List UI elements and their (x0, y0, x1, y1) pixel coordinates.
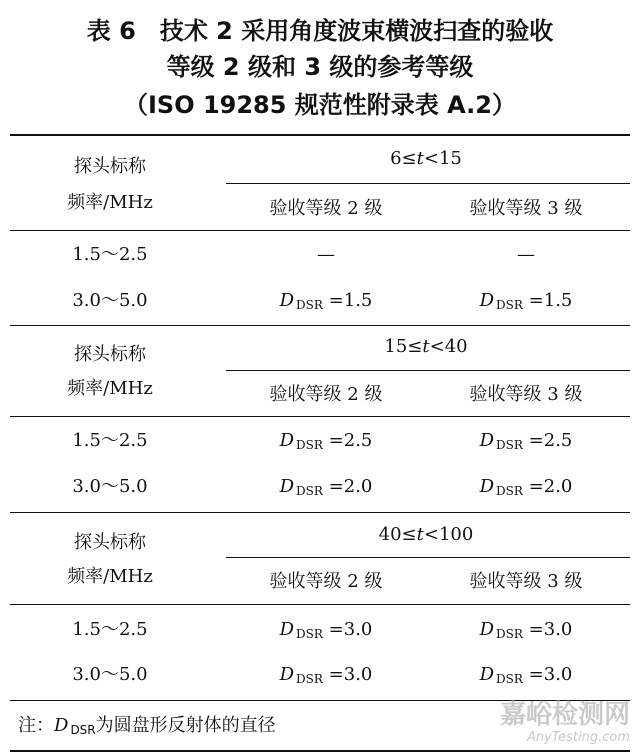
d-symbol: D (279, 476, 295, 497)
thickness-range (226, 336, 626, 358)
section-rule (10, 512, 630, 513)
table-title-line1: 表 6 技术 2 采用角度波束横波扫查的验收 (86, 17, 554, 45)
table-title-line2: 等级 2 级和 3 级的参考等级 (166, 53, 474, 81)
table-top-rule (10, 134, 630, 136)
range-pre: 40≤ (378, 524, 417, 545)
d-subscript: DSR (496, 672, 523, 686)
note-subscript: DSR (70, 723, 96, 737)
level3-header: 验收等级 3 级 (469, 571, 583, 592)
d-symbol: D (279, 430, 295, 451)
note-symbol: D (54, 715, 69, 736)
value-text: =1.5 (328, 290, 373, 311)
section-rule (10, 604, 630, 605)
thickness-range (226, 148, 626, 170)
freq-cell: 3.0～5.0 (72, 290, 148, 311)
d-symbol: D (479, 476, 495, 497)
value-cell: — (517, 244, 535, 265)
level2-header: 验收等级 2 级 (269, 384, 383, 405)
row-header-line2: 频率/MHz (67, 192, 153, 213)
value-cell (226, 430, 426, 453)
d-subscript: DSR (496, 438, 523, 452)
value-text: =3.0 (528, 664, 573, 685)
level3-header: 验收等级 3 级 (469, 384, 583, 405)
value-cell (426, 476, 626, 499)
d-symbol: D (479, 619, 495, 640)
range-var: t (416, 148, 424, 169)
value-cell (426, 290, 626, 313)
range-var: t (422, 336, 430, 357)
row-header-line1: 探头标称 (74, 532, 146, 553)
d-symbol: D (279, 290, 295, 311)
range-rule (226, 183, 630, 184)
d-subscript: DSR (496, 627, 523, 641)
level2-header: 验收等级 2 级 (269, 198, 383, 219)
table-note (18, 715, 276, 738)
note-prefix: 注： (18, 715, 54, 736)
range-rule (226, 557, 630, 558)
row-header-line2: 频率/MHz (67, 566, 153, 587)
freq-cell: 1.5～2.5 (72, 244, 148, 265)
row-header-line1: 探头标称 (74, 156, 146, 177)
range-post: <100 (423, 524, 474, 545)
value-text: =2.5 (528, 430, 573, 451)
value-cell (226, 619, 426, 642)
freq-cell: 3.0～5.0 (72, 664, 148, 685)
d-subscript: DSR (496, 484, 523, 498)
range-rule (226, 370, 630, 371)
d-subscript: DSR (496, 298, 523, 312)
d-symbol: D (479, 430, 495, 451)
value-text: =3.0 (328, 619, 373, 640)
d-symbol: D (279, 664, 295, 685)
row-header-line2: 频率/MHz (67, 378, 153, 399)
d-subscript: DSR (296, 672, 323, 686)
value-text: =3.0 (328, 664, 373, 685)
level2-header: 验收等级 2 级 (269, 571, 383, 592)
freq-cell: 1.5～2.5 (72, 430, 148, 451)
value-text: =2.5 (328, 430, 373, 451)
thickness-range (226, 524, 626, 546)
watermark-cn: 嘉峪检测网 (499, 700, 630, 730)
d-symbol: D (279, 619, 295, 640)
value-text: =1.5 (528, 290, 573, 311)
d-symbol: D (479, 664, 495, 685)
range-var: t (416, 524, 424, 545)
value-cell (426, 664, 626, 687)
section-rule (10, 416, 630, 417)
section-rule (10, 325, 630, 326)
watermark (500, 700, 630, 746)
value-cell (426, 430, 626, 453)
value-cell (426, 619, 626, 642)
freq-cell: 1.5～2.5 (72, 619, 148, 640)
note-text: 为圆盘形反射体的直径 (95, 715, 276, 736)
table-bottom-rule (10, 750, 630, 752)
value-cell (226, 290, 426, 313)
value-cell: — (317, 244, 335, 265)
row-header-line1: 探头标称 (74, 344, 146, 365)
value-text: =2.0 (528, 476, 573, 497)
watermark-en: AnyTesting.com (526, 730, 630, 745)
range-post: <40 (429, 336, 468, 357)
d-subscript: DSR (296, 484, 323, 498)
range-pre: 15≤ (384, 336, 423, 357)
range-pre: 6≤ (390, 148, 417, 169)
d-subscript: DSR (296, 438, 323, 452)
value-cell (226, 664, 426, 687)
d-subscript: DSR (296, 298, 323, 312)
value-text: =3.0 (528, 619, 573, 640)
d-subscript: DSR (296, 627, 323, 641)
level3-header: 验收等级 3 级 (469, 198, 583, 219)
d-symbol: D (479, 290, 495, 311)
value-text: =2.0 (328, 476, 373, 497)
freq-cell: 3.0～5.0 (72, 476, 148, 497)
value-cell (226, 476, 426, 499)
range-post: <15 (423, 148, 462, 169)
section-rule (10, 230, 630, 231)
table-title-line3: （ISO 19285 规范性附录表 A.2） (123, 91, 516, 119)
